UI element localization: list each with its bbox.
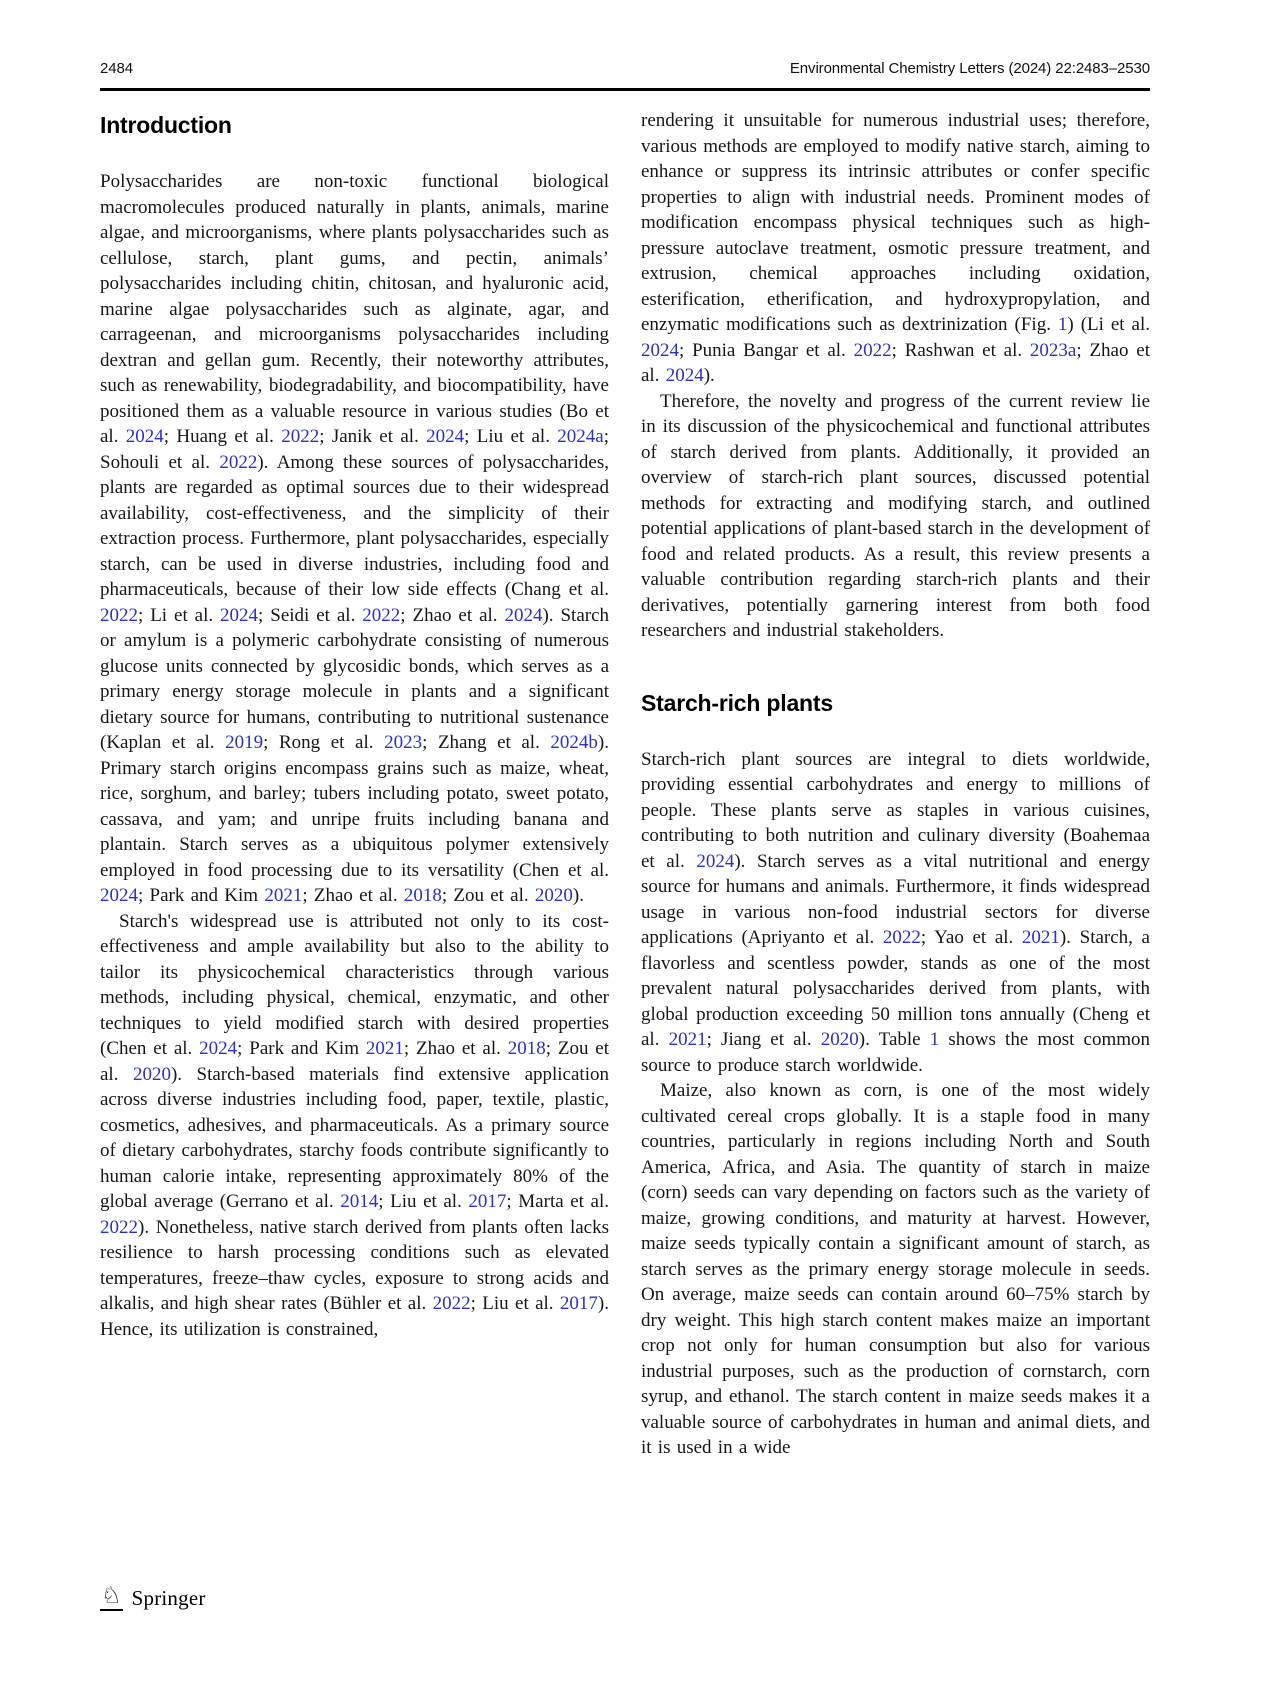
citation-link[interactable]: 2017 [468,1191,507,1212]
springer-knight-icon: ♘ [101,1583,122,1609]
page-number: 2484 [100,60,133,77]
right-column [641,108,1150,1461]
page-header [100,60,1150,77]
citation-link[interactable]: 2022 [219,451,258,473]
citation-link[interactable]: 2019 [225,732,264,753]
citation-link[interactable]: 2024a [557,426,604,447]
paragraph: rendering it unsuitable for numerous industrial uses; therefore, various methods are employed to modify native starch, aiming to enhance or suppress its intrinsic attributes or confer specific properties to align with industrial needs. Prominent modes of modification encompass physical techniques such as high-pressure autoclave treatment, osmotic pressure treatment, and extrusion, chemical approaches including oxidation, esterification, etherification, and hydroxypropylation, and enzymatic modifications such as dextrinization (Fig. 1) (Li et al. 2024; Punia Bangar et al. 2022; Rashwan et al. 2023a; Zhao et al. 2024). [641,110,1150,386]
citation-link[interactable]: 2023 [384,732,423,753]
citation-link[interactable]: 2022 [362,604,401,626]
citation-link[interactable]: 2021 [365,1038,404,1059]
citation-link[interactable]: 2024 [100,885,138,906]
publisher-name: Springer [131,1585,206,1610]
citation-link[interactable]: 2024 [696,850,735,872]
citation-link[interactable]: 2024 [125,426,164,447]
citation-link[interactable]: 2021 [264,885,303,906]
citation-link[interactable]: 2024 [641,339,679,361]
citation-link[interactable]: 2020 [534,885,573,906]
citation-link[interactable]: 2017 [559,1293,598,1314]
citation-link[interactable]: 2020 [132,1063,171,1085]
paragraph: Therefore, the novelty and progress of the current review lie in its discussion of the physicochemical and functional attributes of starch derived from plants. Additionally, it provided an overview of starch-rich plant sources, discussed potential methods for extracting and modifying starch, and outlined potential applications of plant-based starch in the development of food and related products. As a result, this review presents a valuable contribution regarding starch-rich plants and their derivatives, potentially garnering interest from both food researchers and industrial stakeholders. [641,390,1151,641]
citation-link[interactable]: 2022 [100,1216,138,1238]
citation-link[interactable]: 1 [929,1029,940,1050]
citation-link[interactable]: 2024b [550,732,598,753]
citation-link[interactable]: 2021 [1021,927,1060,948]
citation-link[interactable]: 1 [1057,314,1068,335]
left-column [100,108,609,1461]
citation-link[interactable]: 2018 [507,1038,546,1059]
page-footer [100,1585,206,1611]
section-heading: Starch-rich plants [641,689,833,716]
citation-link[interactable]: 2020 [820,1029,859,1050]
citation-link[interactable]: 2022 [281,426,320,447]
citation-link[interactable]: 2024 [665,365,704,386]
citation-link[interactable]: 2024 [220,604,259,626]
section-heading: Introduction [100,112,232,138]
citation-link[interactable]: 2022 [882,927,921,948]
citation-link[interactable]: 2018 [403,885,442,906]
citation-link[interactable]: 2022 [432,1293,471,1314]
citation-link[interactable]: 2014 [340,1191,379,1212]
citation-link[interactable]: 2024 [426,426,465,447]
citation-link[interactable]: 2022 [100,604,138,626]
citation-link[interactable]: 2023a [1029,339,1077,361]
paragraph: Starch's widespread use is attributed not only to its cost-effectiveness and ample availability but also to the ability to tailor its physicochemical characteristics through various methods, including physical, chemical, enzymatic, and other techniques to yield modified starch with desired properties (Chen et al. 2024; Park and Kim 2021; Zhao et al. 2018; Zou et al. 2020). Starch-based materials find extensive application across diverse industries including food, paper, textile, plastic, cosmetics, adhesives, and pharmaceuticals. As a primary source of dietary carbohydrates, starchy foods contribute significantly to human calorie intake, representing approximately 80% of the global average (Gerrano et al. 2014; Liu et al. 2017; Marta et al. 2022). Nonetheless, native starch derived from plants often lacks resilience to harsh processing conditions such as elevated temperatures, freeze–thaw cycles, exposure to strong acids and alkalis, and high shear rates (Bühler et al. 2022; Liu et al. 2017). Hence, its utilization is constrained, [100,910,610,1340]
paragraph: Starch-rich plant sources are integral to diets worldwide, providing essential carbohydrates and energy to millions of people. These plants serve as staples in various cuisines, contributing to both nutrition and culinary diversity (Boahemaa et al. 2024). Starch serves as a vital nutritional and energy source for humans and animals. Furthermore, it finds widespread usage in various non-food industrial sectors for diverse applications (Apriyanto et al. 2022; Yao et al. 2021). Starch, a flavorless and scentless powder, stands as one of the most prevalent natural polysaccharides derived from plants, with global production exceeding 50 million tons annually (Cheng et al. 2021; Jiang et al. 2020). Table 1 shows the most common source to produce starch worldwide. [641,748,1151,1076]
citation-link[interactable]: 2024 [199,1038,238,1059]
header-rule [100,88,1150,91]
article-body [100,108,1150,1461]
citation-link[interactable]: 2021 [668,1029,707,1050]
paragraph: Maize, also known as corn, is one of the most widely cultivated cereal crops globally. It is a staple food in many countries, particularly in regions including North and South America, Africa, and Asia. The quantity of starch in maize (corn) seeds can vary depending on factors such as the variety of maize, growing conditions, and maturity at harvest. However, maize seeds typically contain a significant amount of starch, as starch serves as the primary energy storage molecule in seeds. On average, maize seeds can contain around 60–75% starch by dry weight. This high starch content makes maize an important crop not only for human consumption but also for various industrial purposes, such as the production of cornstarch, corn syrup, and ethanol. The starch content in maize seeds makes it a valuable source of carbohydrates in human and animal diets, and it is used in a wide [641,1080,1150,1458]
citation-link[interactable]: 2022 [853,339,892,361]
citation-link[interactable]: 2024 [504,604,543,626]
journal-ref: Environmental Chemistry Letters (2024) 22:2483–2530 [789,60,1150,77]
paragraph: Polysaccharides are non-toxic functional biological macromolecules produced naturally in plants, animals, marine algae, and microorganisms, where plants polysaccharides such as cellulose, starch, plant gums, and pectin, animals’ polysaccharides including chitin, chitosan, and hyaluronic acid, marine algae polysaccharides such as alginate, agar, and carrageenan, and microorganisms polysaccharides including dextran and gellan gum. Recently, their noteworthy attributes, such as renewability, biodegradability, and biocompatibility, have positioned them as a valuable resource in various studies (Bo et al. 2024; Huang et al. 2022; Janik et al. 2024; Liu et al. 2024a; Sohouli et al. 2022). Among these sources of polysaccharides, plants are regarded as optimal sources due to their widespread availability, cost-effectiveness, and the simplicity of their extraction process. Furthermore, plant polysaccharides, especially starch, can be used in diverse industries, including food and pharmaceuticals, because of their low side effects (Chang et al. 2022; Li et al. 2024; Seidi et al. 2022; Zhao et al. 2024). Starch or amylum is a polymeric carbohydrate consisting of numerous glucose units connected by glycosidic bonds, which serves as a primary energy storage molecule in plants and a significant dietary source for humans, contributing to nutritional sustenance (Kaplan et al. 2019; Rong et al. 2023; Zhang et al. 2024b). Primary starch origins encompass grains such as maize, wheat, rice, sorghum, and barley; tubers including potato, sweet potato, cassava, and yam; and unripe fruits including banana and plantain. Starch serves as a ubiquitous polymer extensively employed in food processing due to its versatility (Chen et al. 2024; Park and Kim 2021; Zhao et al. 2018; Zou et al. 2020). [100,171,610,906]
